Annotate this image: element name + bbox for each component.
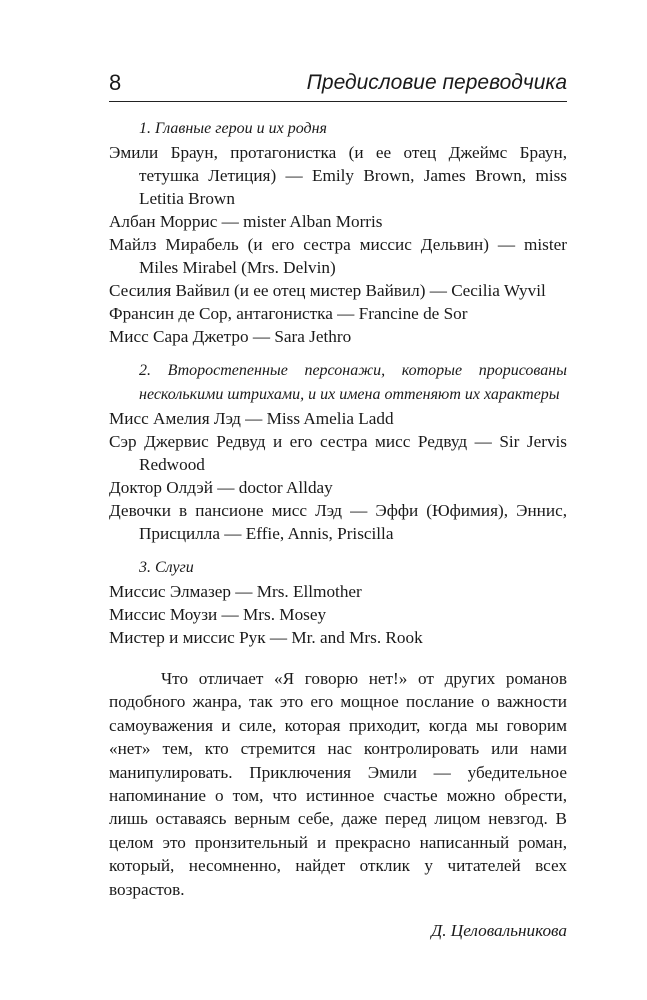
running-title: Предисловие переводчика	[306, 71, 567, 94]
character-entry: Мисс Амелия Лэд — Miss Amelia Ladd	[109, 409, 394, 428]
character-entry: Мисс Сара Джетро — Sara Jethro	[109, 327, 352, 346]
header-rule	[109, 101, 567, 102]
author-signature: Д. Целовальникова	[431, 921, 567, 941]
character-entry: Девочки в пансионе мисс Лэд — Эффи (Юфимия), Эннис, Присцилла — Effie, Annis, Priscilla	[109, 501, 567, 543]
character-entry: Доктор Олдэй — doctor Allday	[109, 478, 333, 497]
character-entry: Майлз Мирабель (и его сестра миссис Дельвин) — mister Miles Mirabel (Mrs. Delvin)	[109, 235, 567, 277]
character-entry: Эмили Браун, протагонистка (и ее отец Джеймс Браун, тетушка Летиция) — Emily Brown, James Brown, miss Letitia Brown	[109, 143, 567, 208]
page-body	[109, 117, 567, 959]
page-number: 8	[109, 70, 122, 95]
character-entry: Франсин де Сор, антагонистка — Francine de Sor	[109, 304, 468, 323]
group-heading: 3. Слуги	[139, 559, 194, 576]
character-entry: Албан Моррис — mister Alban Morris	[109, 212, 383, 231]
character-entry: Сэр Джервис Редвуд и его сестра мисс Редвуд — Sir Jervis Redwood	[109, 432, 567, 474]
group-heading: 2. Второстепенные персонажи, которые прорисованы несколькими штрихами, и их имена оттеняют их характеры	[139, 362, 567, 403]
page-header	[109, 68, 567, 102]
character-group-main	[109, 117, 567, 348]
character-entry: Сесилия Вайвил (и ее отец мистер Вайвил) — Cecilia Wyvil	[109, 281, 546, 300]
character-entry: Миссис Элмазер — Mrs. Ellmother	[109, 582, 362, 601]
character-group-servants	[109, 556, 567, 649]
group-heading: 1. Главные герои и их родня	[139, 120, 327, 137]
body-paragraph: Что отличает «Я говорю нет!» от других романов подобного жанра, так это его мощное послание о важности самоуважения и силе, которая приходит, когда мы говорим «нет» тем, кто стремится нас контролировать или нами манипулировать. Приключения Эмили — убедительное напоминание о том, что истинное счастье можно обрести, лишь оставаясь верным себе, даже перед лицом невзгод. В целом это пронзительный и прекрасно написанный роман, который, несомненно, найдет отклик у читателей всех возрастов.	[109, 669, 567, 899]
character-entry: Миссис Моузи — Mrs. Mosey	[109, 605, 327, 624]
character-group-secondary	[109, 359, 567, 545]
character-entry: Мистер и миссис Рук — Mr. and Mrs. Rook	[109, 628, 423, 647]
